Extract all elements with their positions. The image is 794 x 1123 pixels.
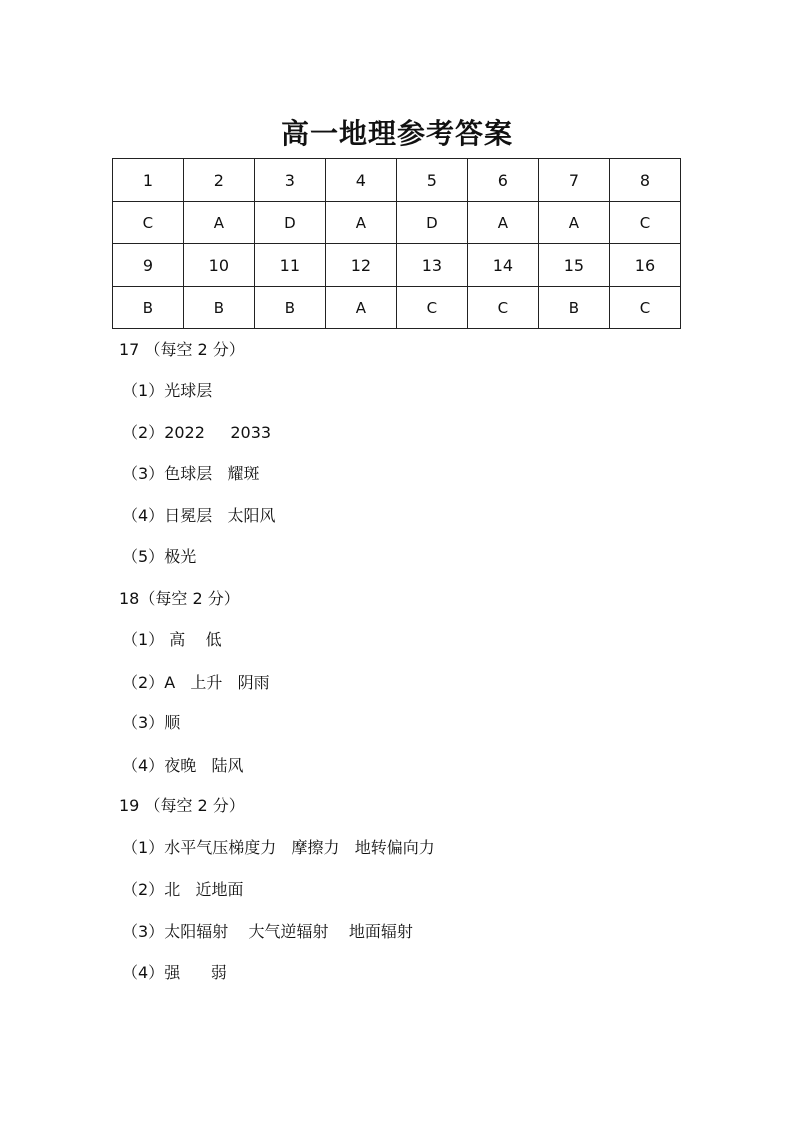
question-number-cell: 14 bbox=[467, 244, 538, 287]
q17-num-4: （4） bbox=[122, 506, 165, 525]
q19-text-2: 北 近地面 bbox=[164, 880, 244, 899]
question-number-cell: 15 bbox=[538, 244, 609, 287]
question-number-cell: 12 bbox=[325, 244, 396, 287]
answer-cell: B bbox=[183, 287, 254, 329]
q19-num-2: （2） bbox=[122, 880, 165, 899]
question-number-cell: 13 bbox=[396, 244, 467, 287]
answer-cell: C bbox=[113, 202, 184, 244]
answer-cell: C bbox=[609, 287, 680, 329]
q18-answer-2 bbox=[122, 673, 270, 693]
question-number-cell: 11 bbox=[254, 244, 325, 287]
answer-row bbox=[113, 287, 681, 329]
q18-answer-1 bbox=[122, 630, 222, 650]
q18-text-2: A 上升 阴雨 bbox=[164, 673, 270, 692]
question-number-cell: 8 bbox=[609, 159, 680, 202]
question-number-cell: 5 bbox=[396, 159, 467, 202]
q18-answer-3 bbox=[122, 713, 180, 733]
q17-answer-3 bbox=[122, 464, 259, 484]
question-number-cell: 7 bbox=[538, 159, 609, 202]
q19-answer-4 bbox=[122, 963, 227, 983]
q18-answer-4 bbox=[122, 756, 243, 776]
question-number-cell: 1 bbox=[113, 159, 184, 202]
answer-cell: D bbox=[254, 202, 325, 244]
q17-answer-1 bbox=[122, 381, 212, 401]
question-number-cell: 2 bbox=[183, 159, 254, 202]
q17-text-3: 色球层 耀斑 bbox=[164, 464, 260, 483]
answer-cell: D bbox=[396, 202, 467, 244]
q18-num-1: （1） bbox=[122, 630, 165, 649]
q19-text-3: 太阳辐射 大气逆辐射 地面辐射 bbox=[164, 922, 413, 941]
q17-text-5: 极光 bbox=[164, 547, 197, 566]
q19-header: 19 （每空 2 分） bbox=[119, 796, 245, 815]
q19-num-4: （4） bbox=[122, 963, 165, 982]
answer-cell: A bbox=[325, 202, 396, 244]
q18-num-4: （4） bbox=[122, 756, 165, 775]
answer-cell: A bbox=[538, 202, 609, 244]
q17-text-4: 日冕层 太阳风 bbox=[164, 506, 276, 525]
q17-text-2: 2022 2033 bbox=[164, 423, 272, 442]
answer-cell: C bbox=[467, 287, 538, 329]
question-number-row bbox=[113, 159, 681, 202]
q18-num-2: （2） bbox=[122, 673, 165, 692]
question-number-cell: 6 bbox=[467, 159, 538, 202]
question-number-cell: 3 bbox=[254, 159, 325, 202]
question-number-cell: 9 bbox=[113, 244, 184, 287]
question-number-row bbox=[113, 244, 681, 287]
answer-cell: A bbox=[325, 287, 396, 329]
q17-answer-5 bbox=[122, 547, 196, 567]
q18-num-3: （3） bbox=[122, 713, 165, 732]
answer-cell: B bbox=[254, 287, 325, 329]
q19-answer-3 bbox=[122, 922, 413, 942]
q18-text-1: 高 低 bbox=[164, 630, 222, 649]
q19-answer-1 bbox=[122, 838, 435, 858]
answer-cell: C bbox=[396, 287, 467, 329]
q18-text-4: 夜晚 陆风 bbox=[164, 756, 244, 775]
q18-text-3: 顺 bbox=[164, 713, 181, 732]
answer-table bbox=[112, 158, 681, 329]
question-number-cell: 16 bbox=[609, 244, 680, 287]
q19-answer-2 bbox=[122, 880, 243, 900]
answer-cell: B bbox=[538, 287, 609, 329]
answer-cell: A bbox=[183, 202, 254, 244]
q19-num-3: （3） bbox=[122, 922, 165, 941]
answer-cell: C bbox=[609, 202, 680, 244]
answer-row bbox=[113, 202, 681, 244]
q17-header: 17 （每空 2 分） bbox=[119, 340, 245, 359]
q17-text-1: 光球层 bbox=[164, 381, 213, 400]
answer-cell: A bbox=[467, 202, 538, 244]
question-number-cell: 4 bbox=[325, 159, 396, 202]
q17-num-3: （3） bbox=[122, 464, 165, 483]
question-number-cell: 10 bbox=[183, 244, 254, 287]
page-title: 高一地理参考答案 bbox=[280, 117, 513, 150]
answer-cell: B bbox=[113, 287, 184, 329]
q19-num-1: （1） bbox=[122, 838, 165, 857]
q17-num-1: （1） bbox=[122, 381, 165, 400]
q18-header: 18（每空 2 分） bbox=[119, 589, 240, 608]
q17-answer-2 bbox=[122, 423, 271, 443]
q17-answer-4 bbox=[122, 506, 275, 526]
q19-text-1: 水平气压梯度力 摩擦力 地转偏向力 bbox=[164, 838, 435, 857]
q19-text-4: 强 弱 bbox=[164, 963, 227, 982]
q17-num-5: （5） bbox=[122, 547, 165, 566]
q17-num-2: （2） bbox=[122, 423, 165, 442]
